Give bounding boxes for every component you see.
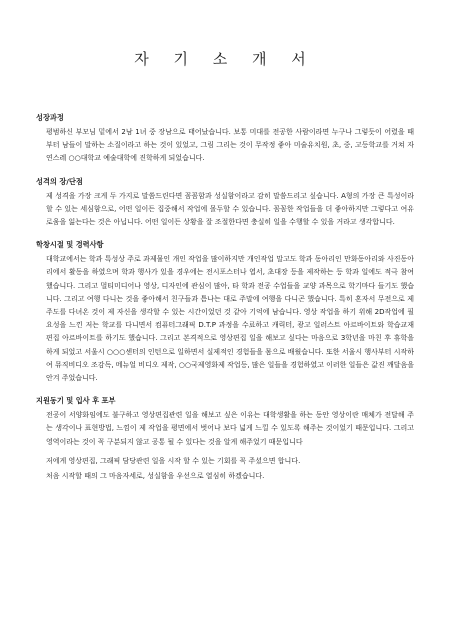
section-heading: 성격의 장/단점 — [36, 176, 83, 186]
section-paragraph: 평범하신 부모님 밑에서 2남 1녀 중 장남으로 태어났습니다. 보통 미대를 전공한 사람이라면 누구나 그렇듯이 어렸을 때부터 남들이 말하는 소질이라고 하는 것이 있었고, 그림 그리는 것이 무작정 좋아 미술유치원, 초, 중, 고등학교를 거쳐 자연스레 ○○대학교 예술대학에 진학하게 되었습니다. — [46, 128, 414, 163]
section-heading: 성장과정 — [36, 113, 64, 122]
section-growth — [36, 113, 414, 166]
section-paragraph: 저에게 영상편집, 그래픽 담당관련 일을 시작 할 수 있는 기회를 꼭 주셨으면 합니다. — [46, 456, 301, 465]
section-school-career — [36, 240, 414, 385]
section-heading: 지원동기 및 입사 후 포부 — [36, 396, 116, 406]
section-paragraph: 대학교에서는 학과 특성상 주로 과제물인 개인 작업을 많이하지만 개인작업 말고도 학과 동아리인 만화동아리와 사진동아리에서 활동을 하였으며 학과 행사가 있을 경우에는 전시포스터나 엽서, 초대장 등을 제작하는 등 학과 일에도 적극 참여했습니다. 그리고 멀티미디어나 영상, 디자인에 관심이 많아, 타 학과 전공 수업들을 교양 과목으로 학기마다 들기도 했습니다. 그리고 여행 다니는 것을 좋아해서 친구들과 틈나는 대로 주말에 여행을 다니곤 했습니다. 특히 혼자서 무전으로 제주도를 다녀온 것이 제 자신을 생각할 수 있는 시간이었던 것 같아 기억에 남습니다. 영상 작업을 하기 위해 2D작업에 필요성을 느낀 저는 학교를 다니면서 컴퓨터그래픽 D.T.P 과정을 수료하고 캐릭터, 광고 일러스트 아르바이트와 학습교재 편집 아르바이트를 하기도 했습니다. 그리고 본격적으로 영상편집 일을 해보고 싶다는 마음으로 3학년을 마친 후 휴학을 하게 되었고 서울시 ○○○센터의 인턴으로 일하면서 실제적인 경험들을 몸으로 배웠습니다. 또한 서울시 행사부터 시작하여 뮤직비디오 조감독, 메뉴얼 비디오 제작, ○○국제영화제 작업등, 많은 일들을 경험하였고 이러한 일들은 값진 깨달음을 안겨 주었습니다. — [46, 255, 414, 383]
section-paragraph: 처음 시작할 때의 그 마음자세로, 성실함을 우선으로 열심히 하겠습니다. — [46, 472, 265, 481]
section-paragraph: 전공이 서양화임에도 불구하고 영상편집관련 일을 해보고 싶은 이유는 대학생활을 하는 동안 영상이란 매체가 전달해 주는 생각이나 표현방법, 느낌이 제 작업을 평면에서 벗어나 보다 넓게 느낄 수 있도록 해주는 것이었기 때문입니다. 그리고 영역이라는 것이 꼭 구분되지 않고 공통 될 수 있다는 것을 알게 해주었기 때문입니다 — [46, 411, 414, 446]
section-motivation — [36, 396, 414, 483]
document-title: 자 기 소 개 서 — [134, 50, 316, 68]
section-paragraph: 제 성격을 가장 크게 두 가지로 말씀드린다면 꼼꼼함과 성실함이라고 감히 말씀드리고 싶습니다. A형의 가장 큰 특성이라 할 수 있는 세심함으로, 어떤 일이든 집중해서 작업에 몰두할 수 있습니다. 꼼꼼한 작업들을 더 좋아하지만 그렇다고 여유로움을 잃는다는 것은 아닙니다. 어떤 일이든 상황을 잘 조절한다면 충실히 일을 수행할 수 있을 거라고 생각합니다. — [46, 191, 414, 227]
section-heading: 학창시절 및 경력사항 — [36, 240, 104, 250]
section-personality — [36, 177, 414, 230]
